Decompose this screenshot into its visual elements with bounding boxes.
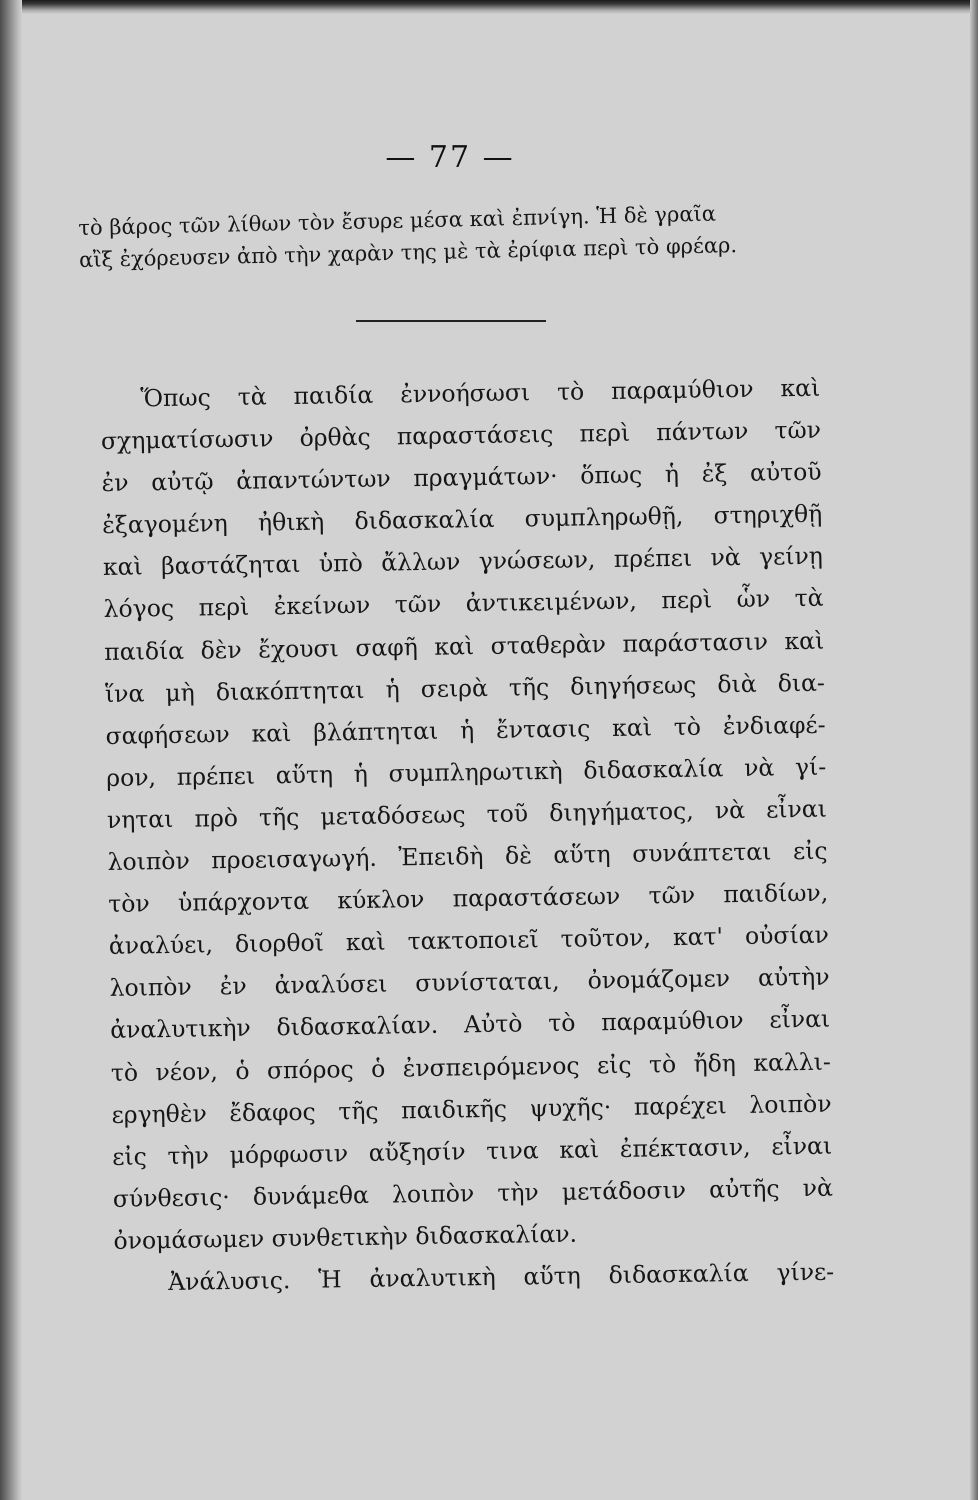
page-top-edge (0, 0, 978, 14)
body-line: εἰς τὴν μόρφωσιν αὔξησίν τινα καὶ ἐπέκτασιν, εἶναι (112, 1131, 833, 1171)
body-line: νηται πρὸ τῆς μεταδόσεως τοῦ διηγήματος, νὰ εἶναι (106, 794, 828, 834)
body-line: Ὅπως τὰ παιδία ἐννοήσωσι τὸ παραμύθιον καὶ (140, 373, 821, 413)
body-line: ὀνομάσωμεν συνθετικὴν διδασκαλίαν. (113, 1219, 578, 1255)
body-line: ἐξαγομένη ἠθικὴ διδασκαλία συμπληρωθῇ, στηριχθῇ (102, 499, 823, 540)
intro-line: τὸ βάρος τῶν λίθων τὸν ἔσυρε μέσα καὶ ἐπνίγη. Ἡ δὲ γραῖα (78, 201, 717, 240)
body-line: ἀναλύει, διορθοῖ καὶ τακτοποιεῖ τοῦτον, κατ' οὐσίαν (108, 920, 830, 961)
body-line: εργηθὲν ἔδαφος τῆς παιδικῆς ψυχῆς· παρέχει λοιπὸν (111, 1089, 832, 1129)
body-line: λόγος περὶ ἐκείνων τῶν ἀντικειμένων, περὶ ὧν τὰ (103, 584, 824, 624)
body-line: σχηματίσωσιν ὀρθὰς παραστάσεις περὶ πάντων τῶν (100, 415, 822, 456)
body-line: ἵνα μὴ διακόπτηται ἡ σειρὰ τῆς διηγήσεως διὰ δια- (104, 668, 826, 708)
page-right-edge (970, 0, 978, 1500)
page-number: — 77 — (385, 140, 515, 175)
body-line: τὸν ὑπάρχοντα κύκλον παραστάσεων τῶν παιδίων, (108, 878, 829, 919)
intro-line: αἲξ ἐχόρευσεν ἀπὸ τὴν χαρὰν της μὲ τὰ ἐρίφια περὶ τὸ φρέαρ. (78, 233, 738, 272)
page-binding-edge (0, 0, 22, 1500)
body-line: ρον, πρέπει αὕτη ἡ συμπληρωτικὴ διδασκαλία νὰ γί- (106, 752, 827, 792)
body-line: λοιπὸν προεισαγωγή. Ἐπειδὴ δὲ αὕτη συνάπτεται εἰς (107, 836, 828, 876)
body-line: παιδία δὲν ἔχουσι σαφῆ καὶ σταθερὰν παράστασιν καὶ (104, 626, 825, 666)
body-line: ἀναλυτικὴν διδασκαλίαν. Αὐτὸ τὸ παραμύθιον εἶναι (110, 1005, 831, 1045)
body-line: σαφήσεων καὶ βλάπτηται ἡ ἔντασις καὶ τὸ ἐνδιαφέ- (105, 710, 826, 750)
body-line: τὸ νέον, ὁ σπόρος ὁ ἐνσπειρόμενος εἰς τὸ ἤδη καλλι- (110, 1047, 832, 1087)
section-separator (356, 320, 546, 322)
body-line: σύνθεσις· δυνάμεθα λοιπὸν τὴν μετάδοσιν αὐτῆς νὰ (112, 1173, 834, 1213)
body-line: ἐν αὐτῷ ἀπαντώντων πραγμάτων· ὅπως ἡ ἐξ αὐτοῦ (101, 457, 822, 498)
body-line: καὶ βαστάζηται ὑπὸ ἄλλων γνώσεων, πρέπει νὰ γείνῃ (102, 542, 824, 582)
body-paragraph (100, 367, 834, 1304)
intro-paragraph (78, 196, 799, 276)
body-line: λοιπὸν ἐν ἀναλύσει συνίσταται, ὀνομάζομεν αὐτὴν (109, 962, 830, 1003)
body-line: Ἀνάλυσις. Ἡ ἀναλυτικὴ αὕτη διδασκαλία γίνε- (167, 1257, 835, 1297)
